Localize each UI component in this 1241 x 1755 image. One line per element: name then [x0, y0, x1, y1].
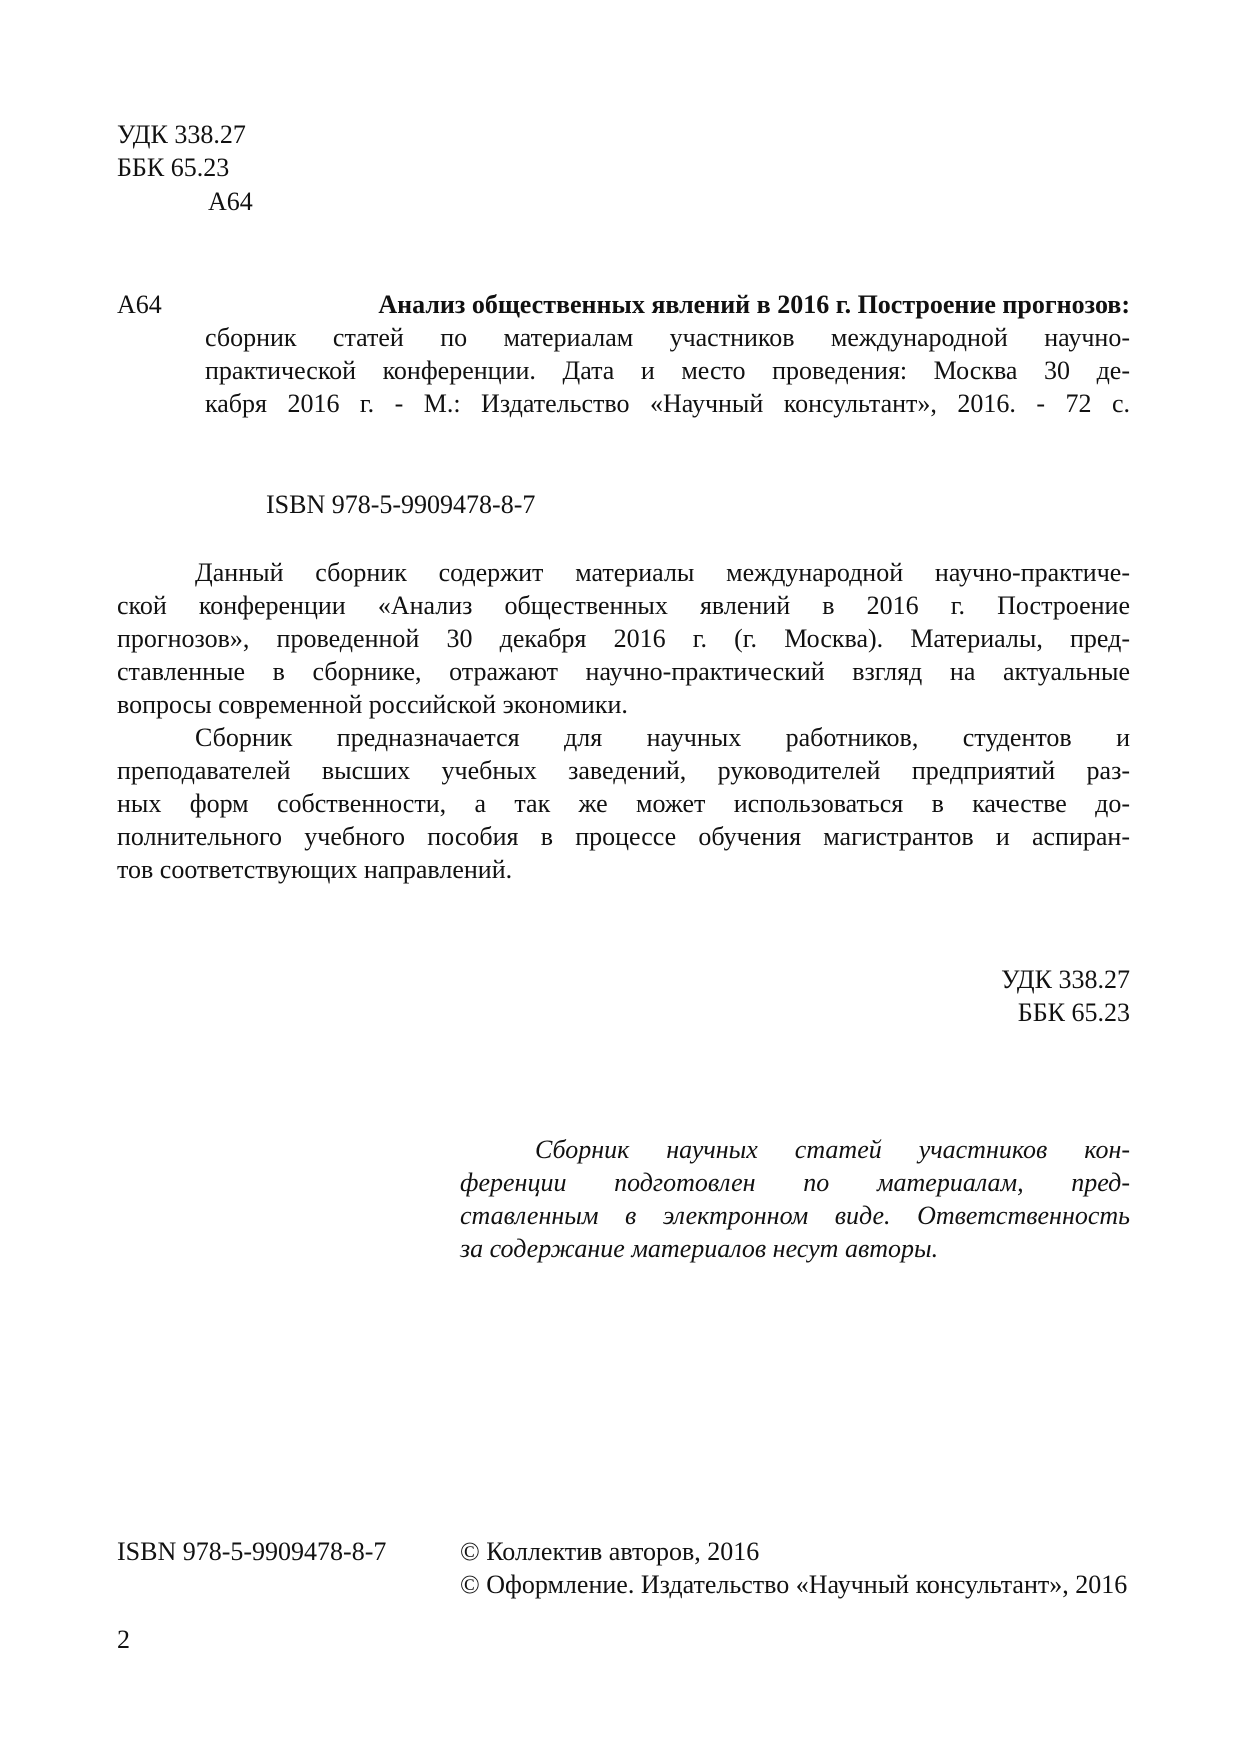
- copyright-block: [460, 1535, 1127, 1601]
- abstract-line: тов соответствующих направлений.: [117, 855, 513, 884]
- copyright-authors: © Коллектив авторов, 2016: [460, 1537, 760, 1566]
- note-line: ставленным в электронном виде. Ответственность: [460, 1201, 1130, 1230]
- author-mark-bibliography: А64: [117, 290, 162, 319]
- isbn-footer: ISBN 978-5-9909478-8-7: [117, 1537, 387, 1566]
- bbk-code-right: ББК 65.23: [1017, 998, 1130, 1027]
- abstract-line: Сборник предназначается для научных работников, студентов и: [195, 723, 1130, 752]
- note-line: за содержание материалов несут авторы.: [460, 1234, 939, 1263]
- author-mark-top: А64: [208, 187, 253, 216]
- abstract-line: вопросы современной российской экономики.: [117, 690, 628, 719]
- isbn-middle: ISBN 978-5-9909478-8-7: [266, 490, 536, 519]
- abstract-line: ных форм собственности, а так же может использоваться в качестве до-: [117, 789, 1130, 818]
- bbk-code-top: ББК 65.23: [117, 153, 230, 182]
- abstract-line: прогнозов», проведенной 30 декабря 2016 г. (г. Москва). Материалы, пред-: [117, 624, 1130, 653]
- book-title: Анализ общественных явлений в 2016 г. Построение прогнозов:: [378, 290, 1130, 319]
- abstract-paragraph-1: [117, 556, 1130, 721]
- abstract-line: полнительного учебного пособия в процессе обучения магистрантов и аспиран-: [117, 822, 1130, 851]
- abstract-line: ставленные в сборнике, отражают научно-практический взгляд на актуальные: [117, 657, 1130, 686]
- bibliography-line: кабря 2016 г. - М.: Издательство «Научный консультант», 2016. - 72 с.: [205, 389, 1130, 418]
- abstract-line: ской конференции «Анализ общественных явлений в 2016 г. Построение: [117, 591, 1130, 620]
- bibliography-line: практической конференции. Дата и место проведения: Москва 30 де-: [205, 356, 1130, 385]
- copyright-design: © Оформление. Издательство «Научный консультант», 2016: [460, 1570, 1128, 1599]
- note-line: ференции подготовлен по материалам, пред-: [460, 1168, 1130, 1197]
- abstract-line: преподавателей высших учебных заведений, руководителей предприятий раз-: [117, 756, 1130, 785]
- bibliography-line: сборник статей по материалам участников международной научно-: [205, 323, 1130, 352]
- bibliographic-record: [205, 288, 1130, 420]
- note-line: Сборник научных статей участников кон-: [535, 1135, 1130, 1164]
- responsibility-note: [460, 1133, 1130, 1265]
- udk-code-top: УДК 338.27: [117, 120, 246, 149]
- abstract-line: Данный сборник содержит материалы международной научно-практиче-: [195, 558, 1130, 587]
- classification-codes-right: [900, 963, 1130, 1029]
- page-number: 2: [117, 1625, 130, 1654]
- abstract-paragraph-2: [117, 721, 1130, 886]
- udk-code-right: УДК 338.27: [1001, 965, 1130, 994]
- abstract: [117, 556, 1130, 886]
